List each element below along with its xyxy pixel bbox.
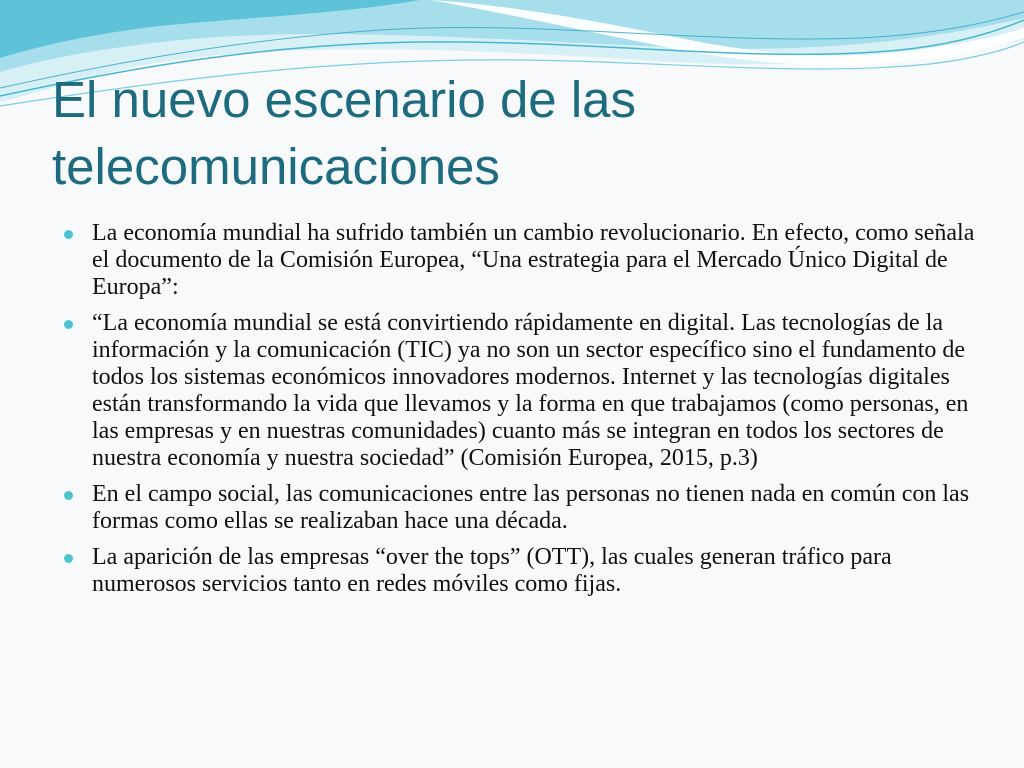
bullet-dot-icon <box>64 320 73 329</box>
bullet-item <box>56 481 976 535</box>
bullet-text: “La economía mundial se está convirtiendo rápidamente en digital. Las tecnologías de la información y la comunicación (TIC) ya no son un sector específico sino el fundamento de todos los sistemas económicos innovadores modernos. Internet y las tecnologías digitales están transformando la vida que llevamos y la forma en que trabajamos (como personas, en las empresas y en nuestras comunidades) cuanto más se integran en todos los sectores de nuestra economía y nuestra sociedad” (Comisión Europea, 2015, p.3) <box>92 310 969 471</box>
title-line-1: El nuevo escenario de las <box>52 71 637 128</box>
bullet-item <box>56 544 976 598</box>
title-line-2: telecomunicaciones <box>52 138 500 195</box>
bullet-text: La aparición de las empresas “over the tops” (OTT), las cuales generan tráfico para numerosos servicios tanto en redes móviles como fijas. <box>92 544 892 597</box>
bullet-dot-icon <box>64 554 73 563</box>
bullet-text: En el campo social, las comunicaciones entre las personas no tienen nada en común con las formas como ellas se realizaban hace una década. <box>92 481 970 534</box>
bullet-item <box>56 220 976 301</box>
bullet-dot-icon <box>64 230 73 239</box>
bullet-dot-icon <box>64 491 73 500</box>
slide-title <box>52 66 992 200</box>
bullet-list <box>56 220 976 607</box>
bullet-text: La economía mundial ha sufrido también un cambio revolucionario. En efecto, como señala el documento de la Comisión Europea, “Una estrategia para el Mercado Único Digital de Europa”: <box>92 220 975 300</box>
bullet-item <box>56 310 976 472</box>
